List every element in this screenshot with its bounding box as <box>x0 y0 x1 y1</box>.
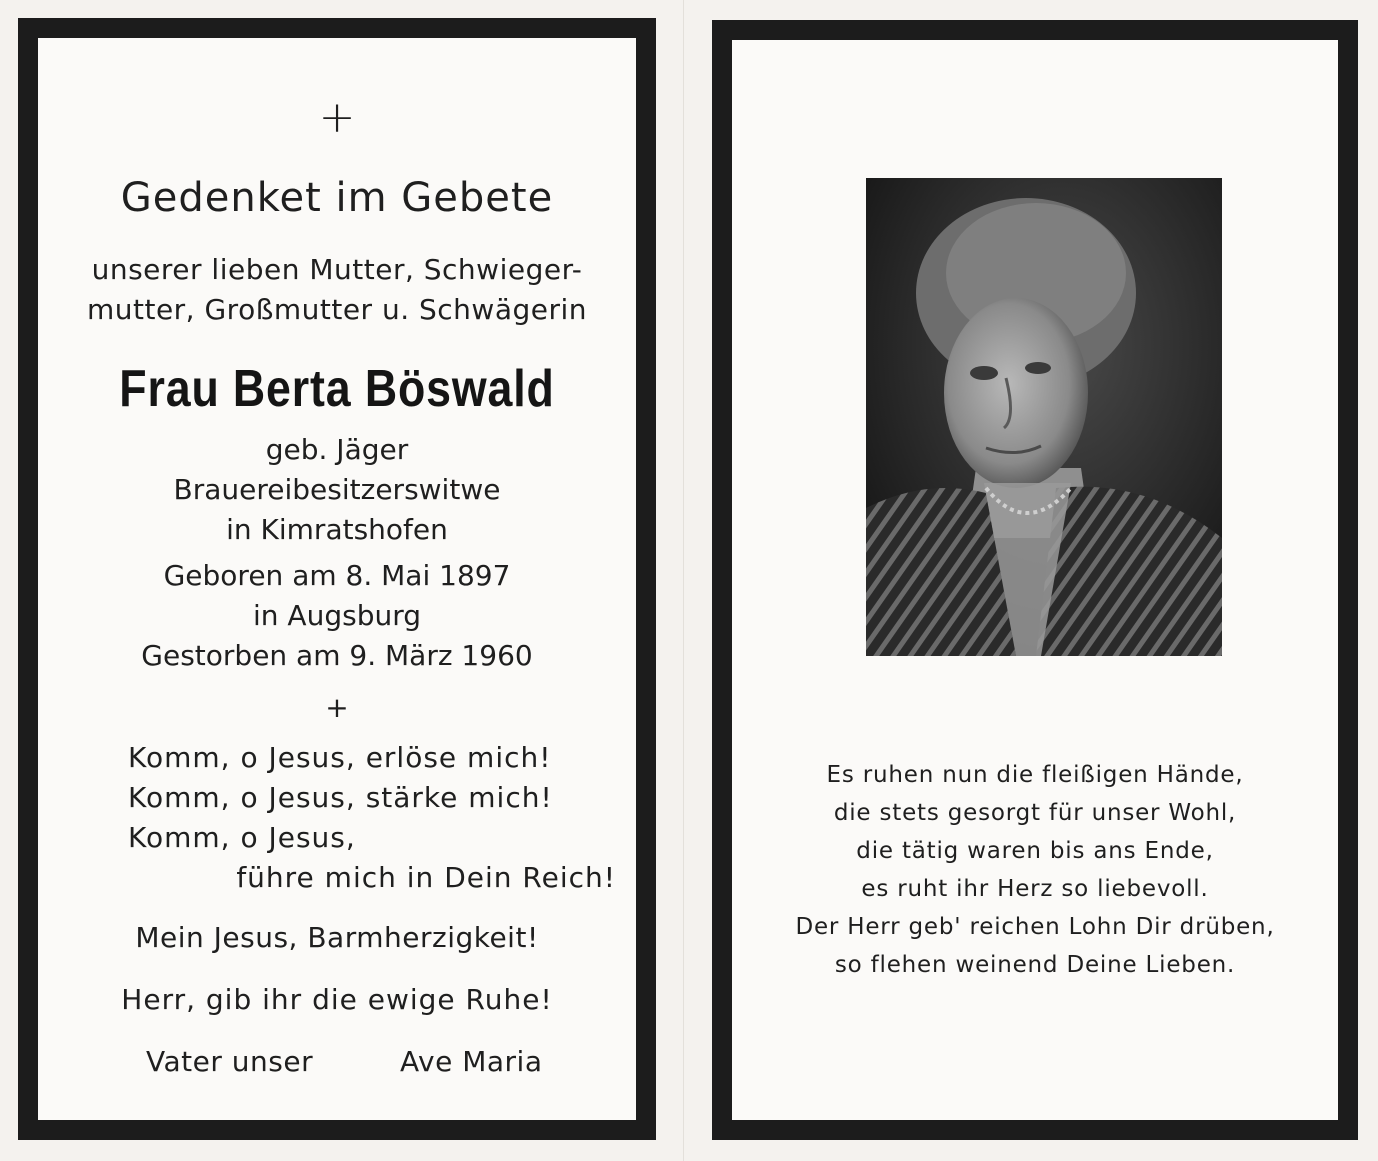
prayer-line: Komm, o Jesus, stärke mich! <box>128 781 553 814</box>
portrait-icon <box>866 178 1222 656</box>
poem-line: so flehen weinend Deine Lieben. <box>834 952 1236 978</box>
prayer-block <box>128 738 628 898</box>
middle-cross-icon: + <box>325 691 349 724</box>
poem-line: die stets gesorgt für unser Wohl, <box>833 800 1237 826</box>
prayer-line: Komm, o Jesus, <box>128 821 356 854</box>
memorial-poem <box>732 756 1338 984</box>
deceased-details <box>38 430 636 550</box>
mercy-prayer: Mein Jesus, Barmherzigkeit! <box>135 921 539 954</box>
poem-line: es ruht ihr Herz so liebevoll. <box>861 876 1209 902</box>
prayer-line: führe mich in Dein Reich! <box>236 861 616 894</box>
poem-line: die tätig waren bis ans Ende, <box>856 838 1214 864</box>
card-fold-line <box>683 0 684 1161</box>
left-card-border <box>18 18 656 1140</box>
portrait-photo <box>866 178 1222 656</box>
right-card-panel <box>732 40 1338 1120</box>
maiden-name: geb. Jäger <box>265 433 409 466</box>
poem-line: Es ruhen nun die fleißigen Hände, <box>826 762 1244 788</box>
residence: in Kimratshofen <box>226 513 448 546</box>
death-date: Gestorben am 9. März 1960 <box>141 639 533 672</box>
occupation: Brauereibesitzerswitwe <box>173 473 501 506</box>
hail-mary: Ave Maria <box>400 1045 543 1078</box>
intro-line: mutter, Großmutter u. Schwägerin <box>86 293 588 326</box>
right-card-border <box>712 20 1358 1140</box>
left-card-panel <box>38 38 636 1120</box>
poem-line: Der Herr geb' reichen Lohn Dir drüben, <box>795 914 1275 940</box>
deceased-name: Frau Berta Böswald <box>119 360 555 418</box>
top-cross-icon: + <box>318 92 356 143</box>
our-father: Vater unser <box>146 1045 314 1078</box>
intro-line: unserer lieben Mutter, Schwieger- <box>91 253 583 286</box>
intro-text <box>38 250 636 330</box>
birth-place: in Augsburg <box>253 599 421 632</box>
memorial-heading: Gedenket im Gebete <box>120 175 554 221</box>
birth-date: Geboren am 8. Mai 1897 <box>163 559 511 592</box>
life-dates <box>38 556 636 676</box>
prayer-line: Komm, o Jesus, erlöse mich! <box>128 741 552 774</box>
eternal-rest-prayer: Herr, gib ihr die ewige Ruhe! <box>121 983 553 1016</box>
